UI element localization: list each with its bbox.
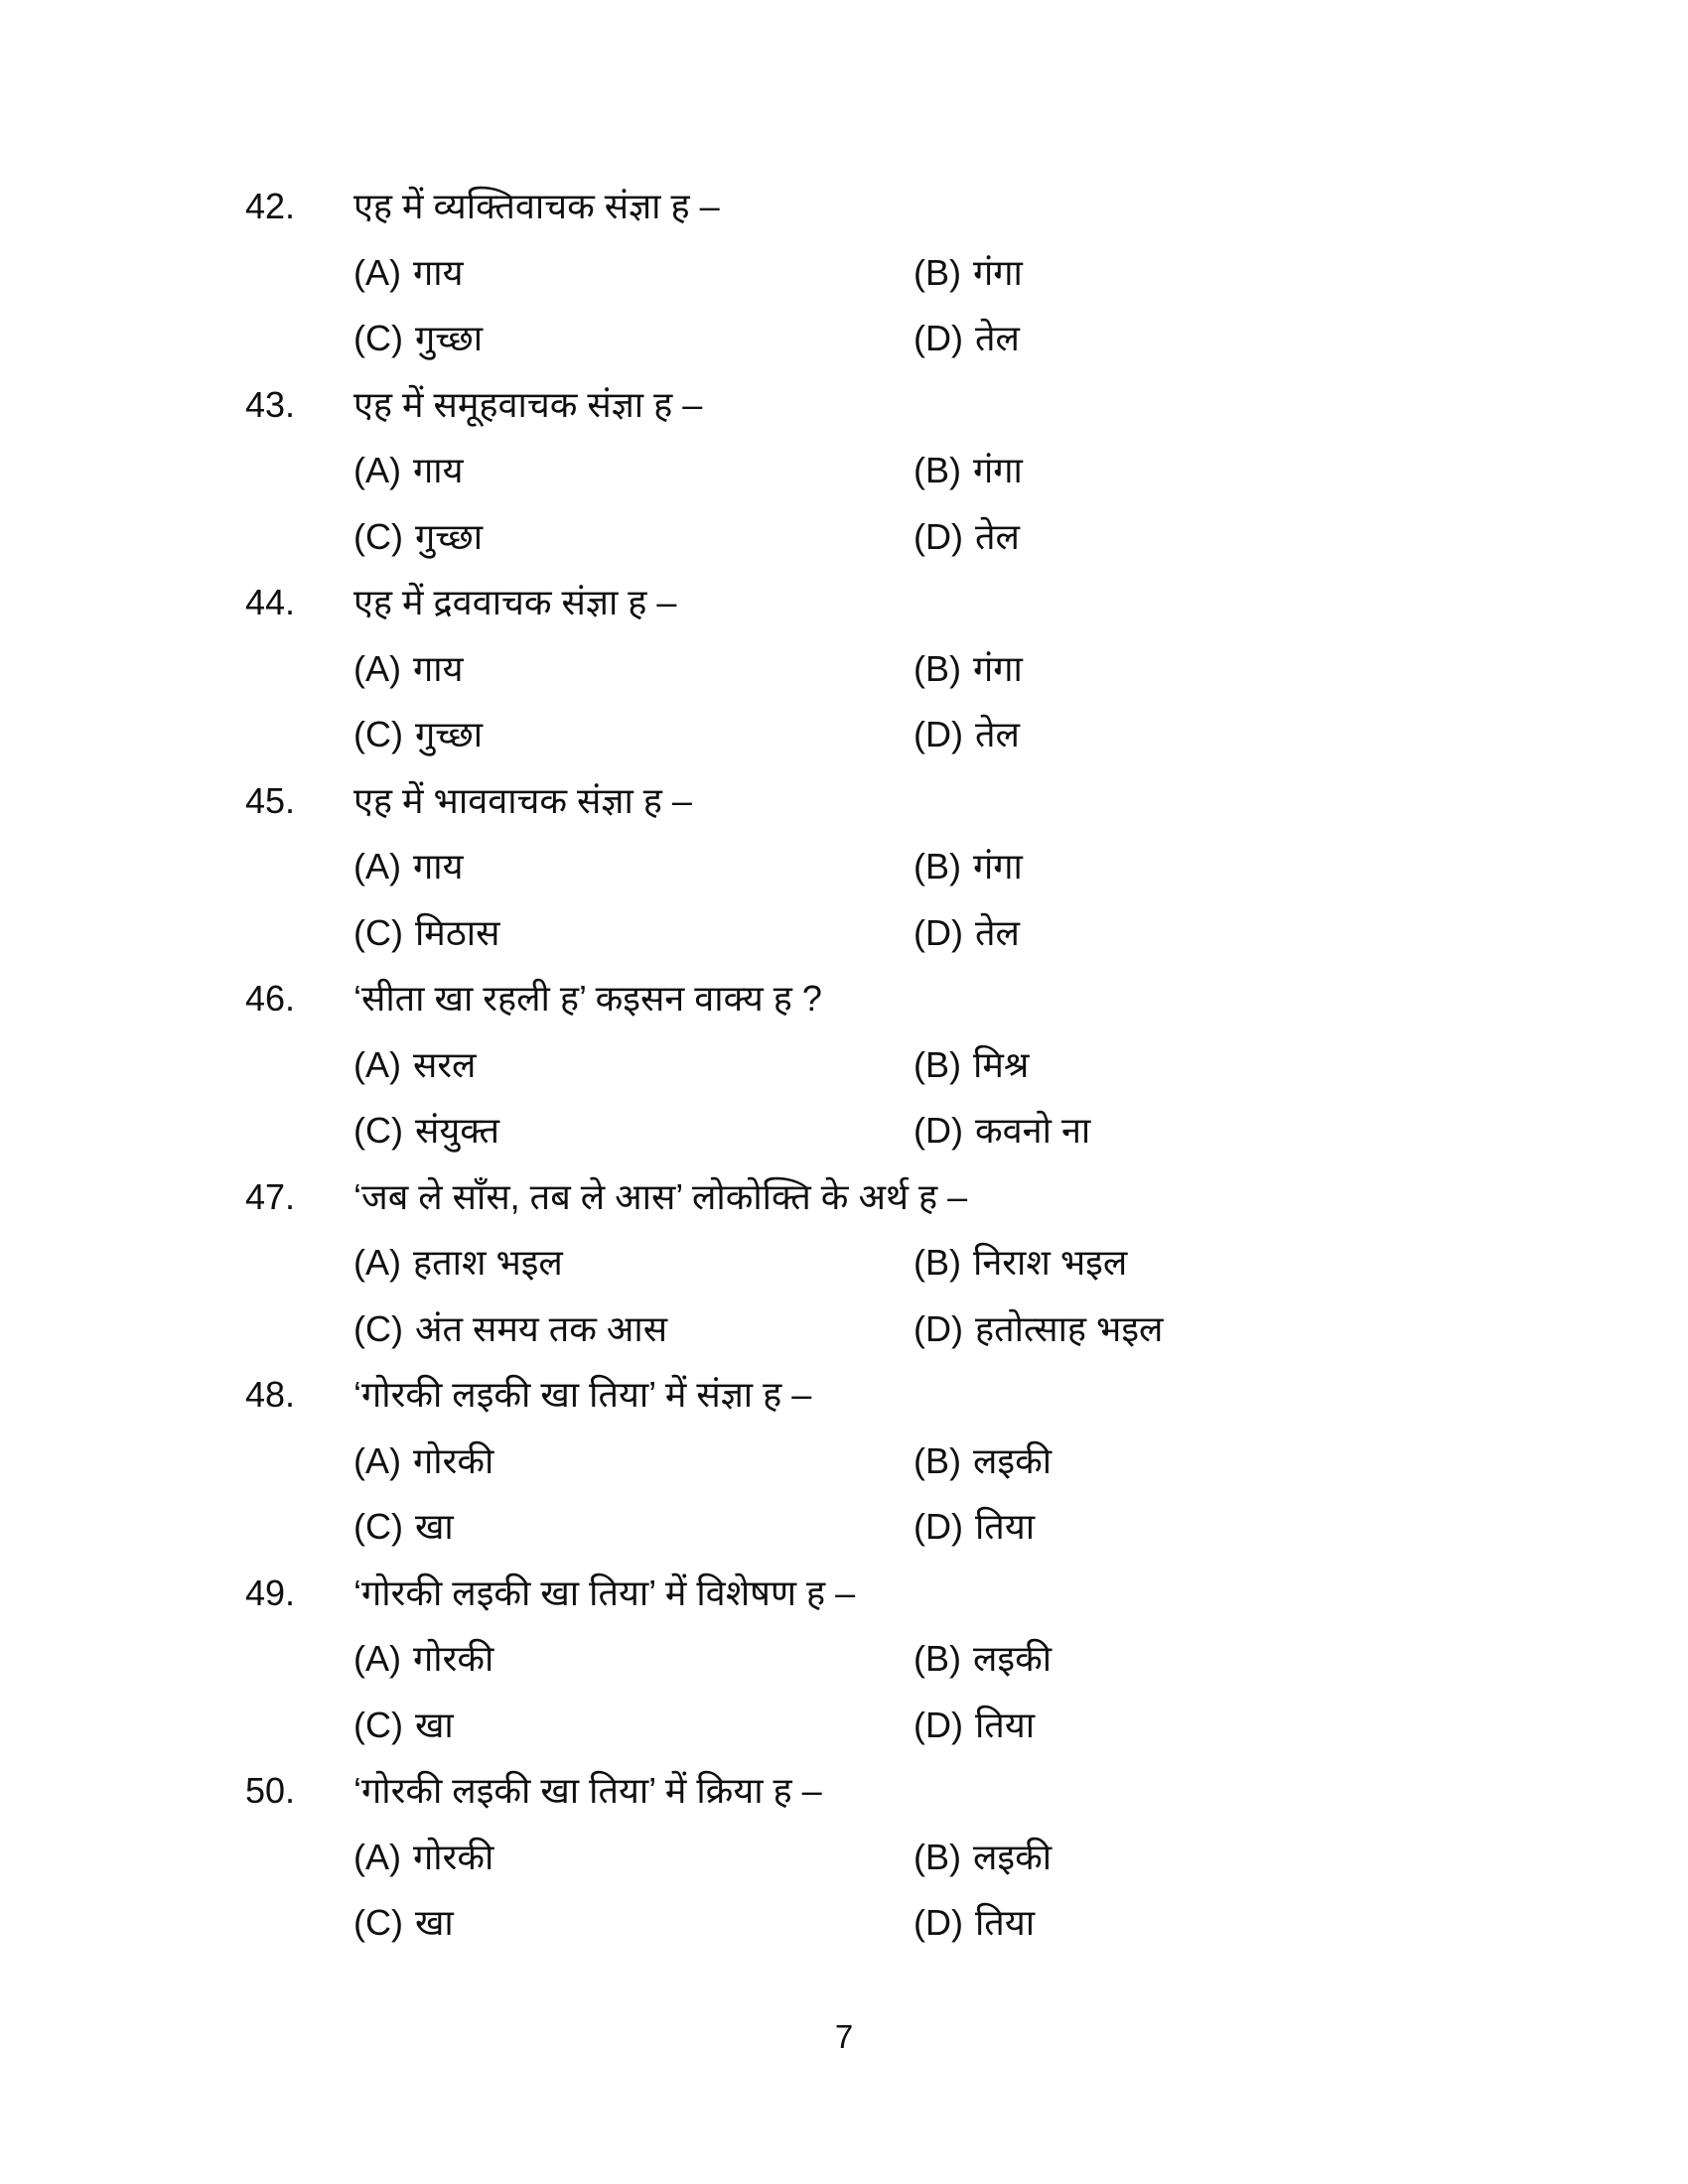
options-row xyxy=(0,702,1688,768)
option-b xyxy=(914,240,1023,307)
option-a xyxy=(353,1429,493,1495)
option-a-text: सरल xyxy=(413,1043,477,1085)
option-b xyxy=(914,1230,1127,1297)
option-d-label: (D) xyxy=(914,515,963,557)
option-a xyxy=(353,636,463,703)
option-c-text: मिठास xyxy=(414,911,500,953)
option-b-text: गंगा xyxy=(973,251,1023,293)
option-c-label: (C) xyxy=(353,1307,403,1349)
options-row xyxy=(0,1230,1688,1297)
option-b xyxy=(914,1032,1029,1099)
option-a-text: हताश भइल xyxy=(413,1242,563,1283)
options-row xyxy=(0,306,1688,372)
option-d-label: (D) xyxy=(914,1704,963,1745)
question-text: ‘सीता खा रहली ह’ कइसन वाक्य ह ? xyxy=(353,978,822,1019)
option-d xyxy=(914,1098,1090,1164)
option-d-label: (D) xyxy=(914,911,963,953)
options-row xyxy=(0,1297,1688,1363)
option-a xyxy=(353,1032,476,1099)
option-c-label: (C) xyxy=(353,714,403,754)
question-number: 43. xyxy=(245,383,296,425)
option-c xyxy=(353,900,499,967)
options-row xyxy=(0,438,1688,504)
option-c xyxy=(353,1098,499,1164)
option-d-text: तिया xyxy=(974,1506,1036,1547)
option-d-text: तेल xyxy=(974,515,1020,557)
option-a-label: (A) xyxy=(353,251,401,293)
option-a xyxy=(353,1230,563,1297)
options-row xyxy=(0,504,1688,571)
option-d xyxy=(914,1890,1035,1957)
option-b-text: लइकी xyxy=(973,1638,1053,1679)
option-a xyxy=(353,1825,493,1891)
option-c-label: (C) xyxy=(353,515,403,557)
option-a-text: गाय xyxy=(413,450,464,490)
option-b-label: (B) xyxy=(914,1836,961,1877)
option-c xyxy=(353,1693,454,1759)
option-c-label: (C) xyxy=(353,1902,403,1943)
options-row xyxy=(0,1693,1688,1759)
question-line xyxy=(0,372,1688,439)
option-a-text: गोरकी xyxy=(413,1439,494,1481)
option-d-label: (D) xyxy=(914,1307,963,1349)
question-line xyxy=(0,174,1688,240)
option-c xyxy=(353,1297,667,1363)
option-a xyxy=(353,834,463,900)
option-b xyxy=(914,1626,1052,1693)
options-row xyxy=(0,1825,1688,1891)
option-c-text: गुच्छा xyxy=(414,318,484,358)
option-d-text: तिया xyxy=(974,1704,1036,1745)
question-block-43 xyxy=(0,372,1688,571)
option-b-label: (B) xyxy=(914,846,961,887)
options-row xyxy=(0,1494,1688,1561)
option-d-label: (D) xyxy=(914,1902,963,1943)
option-d-label: (D) xyxy=(914,1506,963,1547)
option-d-label: (D) xyxy=(914,714,963,754)
option-c-label: (C) xyxy=(353,911,403,953)
option-d-text: हतोत्साह भइल xyxy=(974,1307,1164,1349)
option-c-text: खा xyxy=(414,1704,454,1745)
option-a-text: गाय xyxy=(413,251,464,293)
option-b-label: (B) xyxy=(914,1638,961,1679)
options-row xyxy=(0,1098,1688,1164)
option-d-text: तेल xyxy=(974,714,1020,754)
question-number: 46. xyxy=(245,978,296,1019)
option-d xyxy=(914,504,1020,571)
question-text: एह में भाववाचक संज्ञा ह – xyxy=(353,779,692,821)
option-a xyxy=(353,240,463,307)
option-c-label: (C) xyxy=(353,1506,403,1547)
option-b-text: गंगा xyxy=(973,450,1023,490)
option-d-label: (D) xyxy=(914,1110,963,1151)
option-b-label: (B) xyxy=(914,647,961,689)
question-text: ‘गोरकी लइकी खा तिया’ में संज्ञा ह – xyxy=(353,1374,812,1415)
option-d xyxy=(914,1494,1035,1561)
options-row xyxy=(0,1429,1688,1495)
question-line xyxy=(0,1164,1688,1231)
question-line xyxy=(0,966,1688,1032)
question-block-42 xyxy=(0,174,1688,372)
question-number: 48. xyxy=(245,1374,296,1415)
option-a-text: गोरकी xyxy=(413,1836,494,1877)
option-b-text: लइकी xyxy=(973,1439,1053,1481)
question-line xyxy=(0,1362,1688,1429)
question-text: एह में समूहवाचक संज्ञा ह – xyxy=(353,383,703,425)
question-text: ‘गोरकी लइकी खा तिया’ में क्रिया ह – xyxy=(353,1770,822,1811)
option-c-text: खा xyxy=(414,1506,454,1547)
option-a-text: गोरकी xyxy=(413,1638,494,1679)
question-number: 45. xyxy=(245,779,296,821)
options-row xyxy=(0,636,1688,703)
option-c xyxy=(353,702,483,768)
options-row xyxy=(0,1626,1688,1693)
option-c-text: गुच्छा xyxy=(414,714,484,754)
option-a xyxy=(353,438,463,504)
question-line xyxy=(0,768,1688,835)
question-number: 44. xyxy=(245,582,296,622)
option-a-label: (A) xyxy=(353,1439,401,1481)
option-b-label: (B) xyxy=(914,1043,961,1085)
question-line xyxy=(0,1758,1688,1825)
option-d-text: तिया xyxy=(974,1902,1036,1943)
option-b xyxy=(914,636,1023,703)
option-b xyxy=(914,1429,1052,1495)
question-line xyxy=(0,570,1688,636)
option-d xyxy=(914,702,1020,768)
option-b-text: गंगा xyxy=(973,846,1023,887)
option-b-label: (B) xyxy=(914,450,961,490)
question-number: 47. xyxy=(245,1175,296,1217)
question-text: एह में व्यक्तिवाचक संज्ञा ह – xyxy=(353,186,720,226)
option-b-text: मिश्र xyxy=(973,1043,1030,1085)
question-block-49 xyxy=(0,1561,1688,1759)
option-b-label: (B) xyxy=(914,251,961,293)
questions-list xyxy=(0,174,1688,1957)
question-text: एह में द्रववाचक संज्ञा ह – xyxy=(353,582,677,622)
option-c xyxy=(353,1494,454,1561)
option-a-text: गाय xyxy=(413,647,464,689)
option-d-text: तेल xyxy=(974,318,1020,358)
option-a-label: (A) xyxy=(353,647,401,689)
option-a xyxy=(353,1626,493,1693)
question-block-47 xyxy=(0,1164,1688,1363)
question-block-48 xyxy=(0,1362,1688,1561)
option-c xyxy=(353,306,483,372)
question-number: 49. xyxy=(245,1571,296,1613)
page-number: 7 xyxy=(834,2018,854,2055)
option-d xyxy=(914,1297,1163,1363)
question-block-45 xyxy=(0,768,1688,967)
option-a-label: (A) xyxy=(353,1836,401,1877)
option-c-label: (C) xyxy=(353,318,403,358)
options-row xyxy=(0,900,1688,967)
option-d-label: (D) xyxy=(914,318,963,358)
option-b-text: लइकी xyxy=(973,1836,1053,1877)
option-c-text: संयुक्त xyxy=(414,1110,500,1151)
question-block-44 xyxy=(0,570,1688,768)
option-a-label: (A) xyxy=(353,1638,401,1679)
option-b-text: गंगा xyxy=(973,647,1023,689)
option-d xyxy=(914,900,1020,967)
option-c-text: अंत समय तक आस xyxy=(414,1307,668,1349)
options-row xyxy=(0,1890,1688,1957)
option-c-text: खा xyxy=(414,1902,454,1943)
option-a-label: (A) xyxy=(353,1043,401,1085)
question-number: 50. xyxy=(245,1770,296,1811)
option-b-text: निराश भइल xyxy=(973,1242,1128,1283)
option-b-label: (B) xyxy=(914,1439,961,1481)
question-block-50 xyxy=(0,1758,1688,1957)
option-c xyxy=(353,1890,454,1957)
option-b-label: (B) xyxy=(914,1242,961,1283)
option-a-label: (A) xyxy=(353,450,401,490)
option-d-text: तेल xyxy=(974,911,1020,953)
question-line xyxy=(0,1561,1688,1627)
question-text: ‘गोरकी लइकी खा तिया’ में विशेषण ह – xyxy=(353,1571,856,1613)
option-a-text: गाय xyxy=(413,846,464,887)
option-d xyxy=(914,306,1020,372)
option-d xyxy=(914,1693,1035,1759)
option-a-label: (A) xyxy=(353,846,401,887)
question-number: 42. xyxy=(245,186,296,226)
option-c xyxy=(353,504,483,571)
options-row xyxy=(0,240,1688,307)
option-c-label: (C) xyxy=(353,1704,403,1745)
option-d-text: कवनो ना xyxy=(974,1110,1091,1151)
option-b xyxy=(914,1825,1052,1891)
option-c-label: (C) xyxy=(353,1110,403,1151)
options-row xyxy=(0,1032,1688,1099)
option-c-text: गुच्छा xyxy=(414,515,484,557)
option-b xyxy=(914,834,1023,900)
option-b xyxy=(914,438,1023,504)
option-a-label: (A) xyxy=(353,1242,401,1283)
question-block-46 xyxy=(0,966,1688,1164)
options-row xyxy=(0,834,1688,900)
question-text: ‘जब ले साँस, तब ले आस’ लोकोक्ति के अर्थ ह – xyxy=(353,1175,968,1217)
